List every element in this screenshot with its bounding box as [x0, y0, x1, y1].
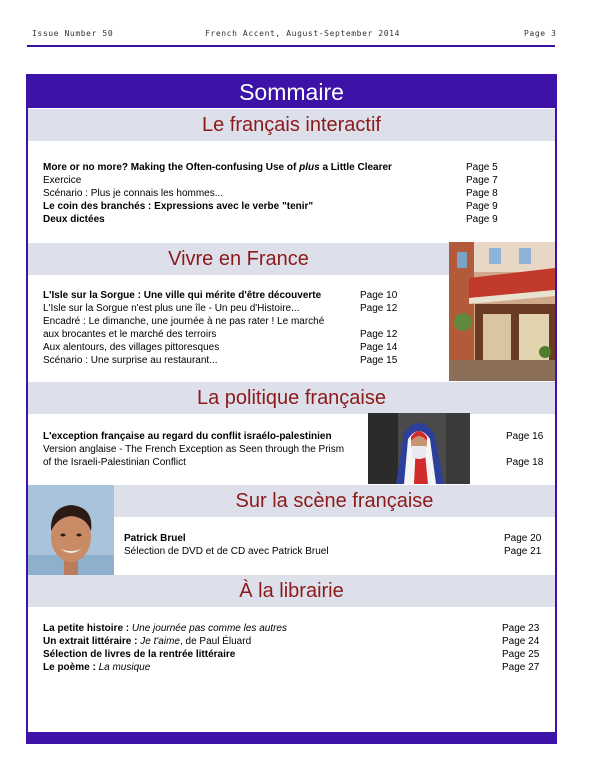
toc-entry[interactable]: Sélection de DVD et de CD avec Patrick Bruel: [124, 546, 329, 557]
toc-entry-text: More or no more? Making the Often-confusing Use of: [43, 162, 300, 173]
toc-entry-emphasis: plus: [299, 162, 320, 173]
header-divider: [27, 45, 555, 47]
toc-entry[interactable]: Deux dictées: [43, 214, 105, 225]
section-title-francais-interactif: Le français interactif: [28, 109, 555, 141]
toc-entry-text: La petite histoire :: [43, 623, 132, 634]
toc-entry[interactable]: Encadré : Le dimanche, une journée à ne pas rater ! Le marché: [43, 316, 325, 327]
toc-page-ref: Page 7: [466, 175, 498, 186]
toc-page-ref: Page 12: [360, 329, 398, 340]
toc-entry[interactable]: Version anglaise - The French Exception as Seen through the Prism: [43, 444, 345, 455]
toc-entry-emphasis: Je t'aime: [140, 636, 180, 647]
newsletter-title: French Accent, August-September 2014: [205, 29, 400, 38]
toc-page-ref: Page 16: [506, 431, 544, 442]
toc-entry[interactable]: Exercice: [43, 175, 82, 186]
toc-entry[interactable]: Scénario : Une surprise au restaurant...: [43, 355, 218, 366]
toc-entry-text: , de Paul Éluard: [179, 636, 252, 647]
section-title-scene-francaise: Sur la scène française: [114, 485, 555, 517]
toc-page-ref: Page 15: [360, 355, 398, 366]
bottom-bar: [28, 732, 555, 742]
page-number: Page 3: [524, 29, 557, 38]
flag-headscarf-photo: [368, 413, 470, 484]
toc-entry[interactable]: [43, 161, 392, 174]
toc-entry-text: Le poème :: [43, 662, 99, 673]
toc-entry[interactable]: [43, 661, 150, 674]
toc-entry[interactable]: L'Isle sur la Sorgue : Une ville qui mérite d'être découverte: [43, 290, 322, 301]
toc-entry[interactable]: L'Isle sur la Sorgue n'est plus une île - Un peu d'Histoire...: [43, 303, 300, 314]
toc-page-ref: Page 10: [360, 290, 398, 301]
toc-page-ref: Page 8: [466, 188, 498, 199]
toc-page-ref: Page 5: [466, 162, 498, 173]
toc-page-ref: Page 23: [502, 623, 540, 634]
toc-entry[interactable]: [43, 622, 287, 635]
toc-entry[interactable]: of the Israeli-Palestinian Conflict: [43, 457, 186, 468]
toc-page-ref: Page 14: [360, 342, 398, 353]
toc-page-ref: Page 21: [504, 546, 542, 557]
issue-number: Issue Number 50: [32, 29, 114, 38]
toc-entry[interactable]: L'exception française au regard du conflit israélo-palestinien: [43, 431, 332, 442]
section-title-librairie: À la librairie: [28, 575, 555, 607]
storefront-photo: [449, 242, 555, 381]
toc-page-ref: Page 12: [360, 303, 398, 314]
toc-page-ref: Page 18: [506, 457, 544, 468]
toc-page-ref: Page 9: [466, 214, 498, 225]
toc-entry[interactable]: Aux alentours, des villages pittoresques: [43, 342, 220, 353]
toc-page-ref: Page 24: [502, 636, 540, 647]
toc-page-ref: Page 20: [504, 533, 542, 544]
toc-entry[interactable]: Scénario : Plus je connais les hommes...: [43, 188, 224, 199]
toc-page-ref: Page 25: [502, 649, 540, 660]
section-title-vivre-en-france: Vivre en France: [28, 243, 449, 275]
toc-entry-text: Un extrait littéraire :: [43, 636, 141, 647]
contents-frame: [26, 74, 557, 744]
toc-entry-emphasis: La musique: [98, 662, 151, 673]
toc-page-ref: Page 27: [502, 662, 540, 673]
toc-entry[interactable]: Patrick Bruel: [124, 533, 186, 544]
section-title-politique-francaise: La politique française: [28, 382, 555, 414]
toc-entry-emphasis: Une journée pas comme les autres: [131, 623, 287, 634]
toc-entry[interactable]: Le coin des branchés : Expressions avec le verbe "tenir": [43, 201, 314, 212]
toc-entry-text: a Little Clearer: [319, 162, 392, 173]
toc-entry[interactable]: [43, 635, 251, 648]
toc-entry[interactable]: Sélection de livres de la rentrée littéraire: [43, 649, 236, 660]
toc-entry[interactable]: aux brocantes et le marché des terroirs: [43, 329, 217, 340]
sommaire-banner: Sommaire: [28, 76, 555, 108]
toc-page-ref: Page 9: [466, 201, 498, 212]
